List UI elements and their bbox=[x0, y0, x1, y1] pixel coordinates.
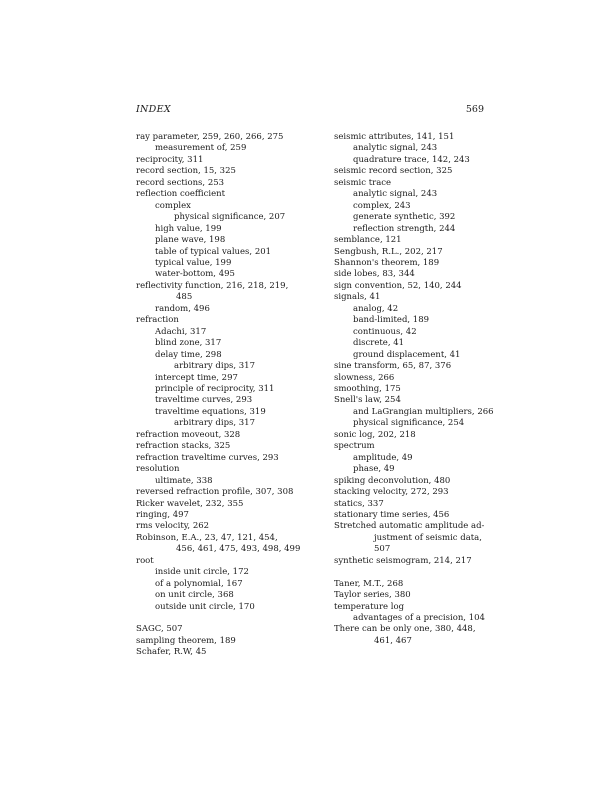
index-entry: ringing, 497 bbox=[136, 509, 189, 520]
index-subentry: table of typical values, 201 bbox=[155, 246, 272, 257]
index-entry: signals, 41 bbox=[334, 292, 381, 303]
running-title: INDEX bbox=[136, 104, 171, 115]
index-entry-continuation: 456, 461, 475, 493, 498, 499 bbox=[176, 544, 301, 555]
index-entry: resolution bbox=[136, 464, 180, 475]
index-subentry: typical value, 199 bbox=[155, 257, 232, 268]
index-entry: reversed refraction profile, 307, 308 bbox=[136, 487, 294, 498]
index-subentry: advantages of a precision, 104 bbox=[353, 613, 485, 624]
index-entry: refraction stacks, 325 bbox=[136, 441, 231, 452]
index-entry: synthetic seismogram, 214, 217 bbox=[334, 555, 472, 566]
index-column-right bbox=[334, 132, 492, 647]
index-gap bbox=[334, 567, 492, 578]
index-subentry: and LaGrangian multipliers, 266 bbox=[353, 406, 494, 417]
index-subentry: ultimate, 338 bbox=[155, 475, 213, 486]
index-entry: sonic log, 202, 218 bbox=[334, 429, 416, 440]
index-entry: refraction bbox=[136, 315, 179, 326]
index-entry: Shannon's theorem, 189 bbox=[334, 257, 440, 268]
index-subentry: measurement of, 259 bbox=[155, 143, 247, 154]
index-entry: side lobes, 83, 344 bbox=[334, 269, 415, 280]
index-subentry: outside unit circle, 170 bbox=[155, 601, 255, 612]
index-entry: temperature log bbox=[334, 601, 405, 612]
index-subentry: physical significance, 207 bbox=[174, 212, 286, 223]
index-entry: Ricker wavelet, 232, 355 bbox=[136, 498, 244, 509]
index-subentry: inside unit circle, 172 bbox=[155, 567, 249, 578]
index-entry-continuation: justment of seismic data, bbox=[374, 532, 482, 543]
index-entry: Robinson, E.A., 23, 47, 121, 454, bbox=[136, 532, 278, 543]
index-entry: semblance, 121 bbox=[334, 235, 402, 246]
index-entry-continuation: 461, 467 bbox=[374, 635, 412, 646]
index-entry: reflectivity function, 216, 218, 219, bbox=[136, 280, 289, 291]
index-subentry: random, 496 bbox=[155, 303, 210, 314]
index-subentry: of a polynomial, 167 bbox=[155, 578, 243, 589]
index-subentry: traveltime curves, 293 bbox=[155, 395, 253, 406]
index-subentry: blind zone, 317 bbox=[155, 338, 222, 349]
index-entry: rms velocity, 262 bbox=[136, 521, 210, 532]
index-subentry: analytic signal, 243 bbox=[353, 143, 438, 154]
index-subentry: generate synthetic, 392 bbox=[353, 212, 456, 223]
index-entry: spectrum bbox=[334, 441, 375, 452]
index-subentry: arbitrary dips, 317 bbox=[174, 418, 255, 429]
index-entry: slowness, 266 bbox=[334, 372, 395, 383]
index-entry: record sections, 253 bbox=[136, 177, 225, 188]
index-entry: seismic attributes, 141, 151 bbox=[334, 132, 455, 142]
index-subentry: delay time, 298 bbox=[155, 349, 222, 360]
index-entry-continuation: 507 bbox=[374, 544, 391, 555]
index-entry: Stretched automatic amplitude ad- bbox=[334, 521, 485, 532]
index-entry: SAGC, 507 bbox=[136, 624, 183, 635]
index-subentry: continuous, 42 bbox=[353, 326, 417, 337]
index-entry: spiking deconvolution, 480 bbox=[334, 475, 451, 486]
index-entry: sign convention, 52, 140, 244 bbox=[334, 280, 462, 291]
index-subentry: complex bbox=[155, 200, 191, 211]
page-number: 569 bbox=[465, 104, 484, 115]
index-entry: stacking velocity, 272, 293 bbox=[334, 487, 449, 498]
running-head bbox=[136, 104, 484, 118]
index-entry: seismic record section, 325 bbox=[334, 166, 453, 177]
index-entry: There can be only one, 380, 448, bbox=[334, 624, 476, 635]
index-subentry: on unit circle, 368 bbox=[155, 590, 234, 601]
index-subentry: phase, 49 bbox=[353, 464, 395, 475]
index-subentry: quadrature trace, 142, 243 bbox=[353, 154, 470, 165]
index-entry: Taylor series, 380 bbox=[334, 590, 411, 601]
index-subentry: traveltime equations, 319 bbox=[155, 406, 266, 417]
index-subentry: ground displacement, 41 bbox=[353, 349, 461, 360]
index-subentry: complex, 243 bbox=[353, 200, 411, 211]
index-entry: Taner, M.T., 268 bbox=[334, 578, 404, 589]
index-entry: sampling theorem, 189 bbox=[136, 635, 236, 646]
index-entry: refraction moveout, 328 bbox=[136, 429, 241, 440]
index-entry: ray parameter, 259, 260, 266, 275 bbox=[136, 132, 284, 142]
index-column-left bbox=[136, 132, 306, 659]
index-entry: Schafer, R.W, 45 bbox=[136, 647, 207, 658]
index-subentry: discrete, 41 bbox=[353, 338, 405, 349]
index-entry: stationary time series, 456 bbox=[334, 509, 450, 520]
index-subentry: analog, 42 bbox=[353, 303, 399, 314]
index-subentry: reflection strength, 244 bbox=[353, 223, 456, 234]
index-subentry: physical significance, 254 bbox=[353, 418, 465, 429]
index-entry: root bbox=[136, 555, 154, 566]
index-entry-continuation: 485 bbox=[176, 292, 193, 303]
index-entry: Snell's law, 254 bbox=[334, 395, 401, 406]
index-entry: statics, 337 bbox=[334, 498, 384, 509]
index-entry: smoothing, 175 bbox=[334, 383, 401, 394]
index-subentry: high value, 199 bbox=[155, 223, 222, 234]
index-subentry: arbitrary dips, 317 bbox=[174, 361, 255, 372]
index-entry: reflection coefficient bbox=[136, 189, 226, 200]
index-entry: record section, 15, 325 bbox=[136, 166, 236, 177]
index-subentry: principle of reciprocity, 311 bbox=[155, 383, 275, 394]
index-subentry: water-bottom, 495 bbox=[155, 269, 235, 280]
index-subentry: plane wave, 198 bbox=[155, 235, 226, 246]
index-entry: sine transform, 65, 87, 376 bbox=[334, 361, 452, 372]
index-entry: seismic trace bbox=[334, 177, 392, 188]
index-subentry: band-limited, 189 bbox=[353, 315, 430, 326]
index-entry: reciprocity, 311 bbox=[136, 154, 204, 165]
index-subentry: amplitude, 49 bbox=[353, 452, 413, 463]
index-gap bbox=[136, 613, 306, 624]
index-subentry: Adachi, 317 bbox=[155, 326, 207, 337]
index-subentry: analytic signal, 243 bbox=[353, 189, 438, 200]
index-entry: refraction traveltime curves, 293 bbox=[136, 452, 279, 463]
index-entry: Sengbush, R.L., 202, 217 bbox=[334, 246, 443, 257]
index-subentry: intercept time, 297 bbox=[155, 372, 238, 383]
